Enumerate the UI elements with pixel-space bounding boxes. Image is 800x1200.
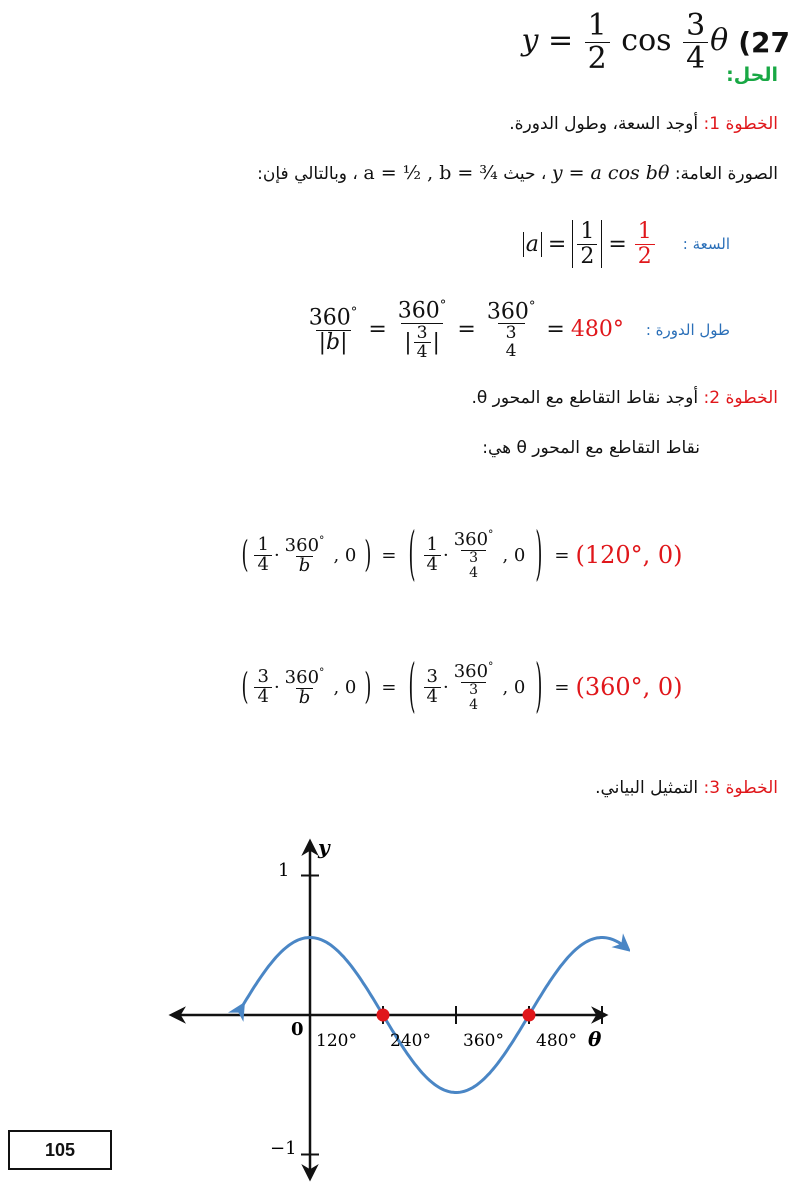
step1-line	[509, 114, 778, 134]
step3-label: الخطوة 3:	[703, 778, 778, 798]
general-form-text-before: الصورة العامة:	[674, 164, 778, 184]
x-tick-label-120: 120°	[316, 1031, 357, 1051]
period-equation: $\frac{360^\circ}{|b|}$ = 360° | $\frac{3}{4}$ | = 360° 3 4 = 480°	[308, 298, 624, 362]
y-axis-label: y	[318, 835, 330, 859]
period-label: طول الدورة :	[645, 321, 730, 339]
intercept2-result: (360°, 0)	[575, 673, 683, 701]
y-tick-label-neg1: −1	[270, 1138, 297, 1159]
intercept1-row: ( $\frac{1}{4}$ · $\frac{360^\circ}{b}$ , 0 ) = ( $\frac{1}{4}$ · 360° 3 4 , 0 ) = (120°, 0)	[241, 521, 683, 589]
step2-label: الخطوة 2:	[703, 388, 778, 408]
period-result: 480°	[570, 317, 624, 343]
x-tick-label-240: 240°	[390, 1031, 431, 1051]
step2-line	[471, 388, 778, 408]
general-form-values: a = ½ , b = ¾	[363, 162, 498, 184]
step1-text: أوجد السعة، وطول الدورة.	[509, 114, 699, 134]
intercept2-row: ( $\frac{3}{4}$ · $\frac{360^\circ}{b}$ , 0 ) = ( $\frac{3}{4}$ · 360° 3 4 , 0 ) = (360°, 0)	[241, 653, 683, 721]
intercept-point-120	[377, 1009, 390, 1022]
sine-graph	[150, 820, 630, 1190]
amplitude-equation: a = $\frac{1}{2}$ = $\frac{1}{2}$	[523, 220, 657, 267]
general-form-where: ، حيث	[503, 164, 547, 184]
intercept-point-360	[523, 1009, 536, 1022]
amplitude-label: السعة :	[682, 235, 730, 253]
intercepts-intro: نقاط التقاطع مع المحور θ هي:	[482, 438, 700, 458]
x-tick-label-480: 480°	[536, 1031, 577, 1051]
step3-text: التمثيل البياني.	[595, 778, 699, 798]
intercept1-result: (120°, 0)	[575, 541, 683, 569]
solution-label: الحل:	[726, 64, 778, 86]
general-form-text-after: ، وبالتالي فإن:	[257, 164, 358, 184]
step2-text: أوجد نقاط التقاطع مع المحور θ.	[471, 388, 699, 408]
page-number: 105	[8, 1130, 112, 1170]
amplitude-result: $\frac{1}{2}$	[635, 220, 655, 267]
general-form-line	[58, 162, 778, 184]
step1-label: الخطوة 1:	[703, 114, 778, 134]
y-tick-label-1: 1	[278, 860, 290, 881]
general-form-formula: y = a cos bθ	[551, 162, 670, 184]
problem-equation: y = $\frac{1}{2}$ cos $\frac{3}{4}$ θ	[521, 8, 729, 76]
problem-number: (27	[738, 25, 790, 59]
origin-label: 0	[291, 1019, 304, 1040]
step3-line	[595, 778, 778, 798]
x-tick-label-360: 360°	[463, 1031, 504, 1051]
amplitude-row	[420, 212, 730, 276]
x-axis-label: θ	[588, 1027, 602, 1051]
period-row	[220, 284, 730, 376]
